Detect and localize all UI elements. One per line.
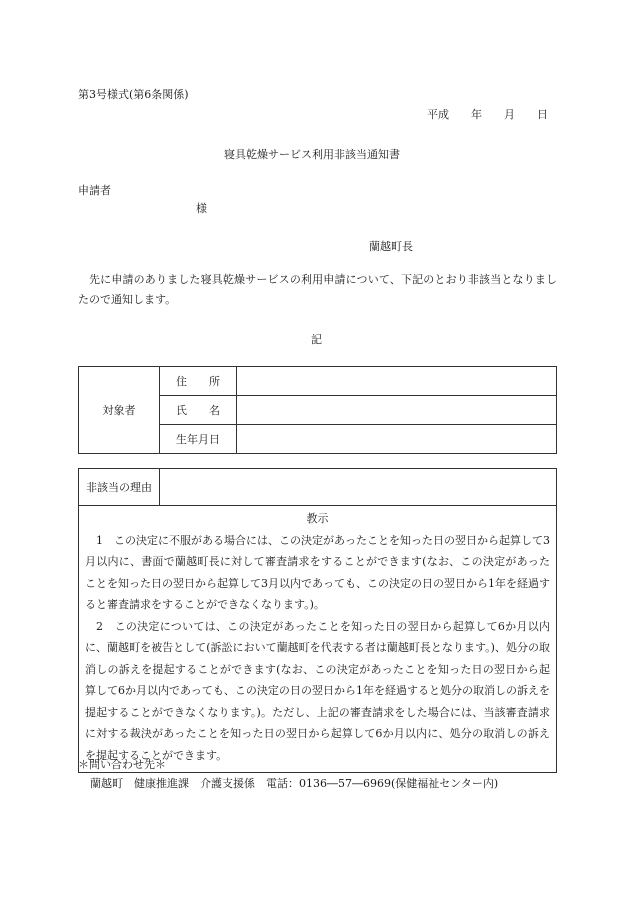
notice-item-2: 2 この決定については、この決定があったことを知った日の翌日から起算して6か月以内に、蘭越町を被告として(訴訟において蘭越町を代表する者は蘭越町長となります。)、処分の取消しの訴えを提起することができます(なお、この決定があったことを知った日の翌日から起算して6か月以内であっても、この決定の日の翌日から1年を経過すると処分の取消しの訴えを提起することができなくなります。)。ただし、上記の審査請求をした場合には、当該審査請求に対する裁決があったことを知った日の翌日から起算して6か月以内に、処分の取消しの訴えを提起することができます。 xyxy=(85,619,550,762)
subject-group-label: 対象者 xyxy=(79,367,160,454)
reason-table xyxy=(78,468,557,773)
birthdate-label: 生年月日 xyxy=(160,425,237,454)
document-title: 寝具乾燥サービス利用非該当通知書 xyxy=(224,148,400,161)
reason-label: 非該当の理由 xyxy=(79,469,160,506)
address-field xyxy=(237,367,557,396)
notice-title: 教示 xyxy=(306,512,329,525)
ki-label: 記 xyxy=(311,333,322,346)
subject-table xyxy=(78,366,557,454)
notice-cell xyxy=(79,506,557,773)
sama-label: 様 xyxy=(196,202,207,215)
contact-line: 蘭越町 健康推進課 介護支援係 電話：0136―57―6969(保健福祉センター内) xyxy=(90,777,499,790)
date-line: 平成 年 月 日 xyxy=(427,108,548,121)
reason-field xyxy=(160,469,557,506)
name-field xyxy=(237,396,557,425)
notice-item-1: 1 この決定に不服がある場合には、この決定があったことを知った日の翌日から起算して3月以内に、書面で蘭越町長に対して審査請求をすることができます(なお、この決定があったことを知った日の翌日から起算して3月以内であっても、この決定の日の翌日から1年を経過すると審査請求をすることができなくなります。)。 xyxy=(85,533,550,611)
name-label: 氏 名 xyxy=(160,396,237,425)
issuer-name: 蘭越町長 xyxy=(369,240,413,253)
applicant-label: 申請者 xyxy=(78,184,111,197)
body-text: 先に申請のありました寝具乾燥サービスの利用申請について、下記のとおり非該当となりましたので通知します。 xyxy=(78,273,557,306)
contact-heading: ＊問い合わせ先＊ xyxy=(78,758,166,771)
address-label: 住 所 xyxy=(160,367,237,396)
form-number: 第3号様式(第6条関係) xyxy=(78,88,189,101)
birthdate-field xyxy=(237,425,557,454)
